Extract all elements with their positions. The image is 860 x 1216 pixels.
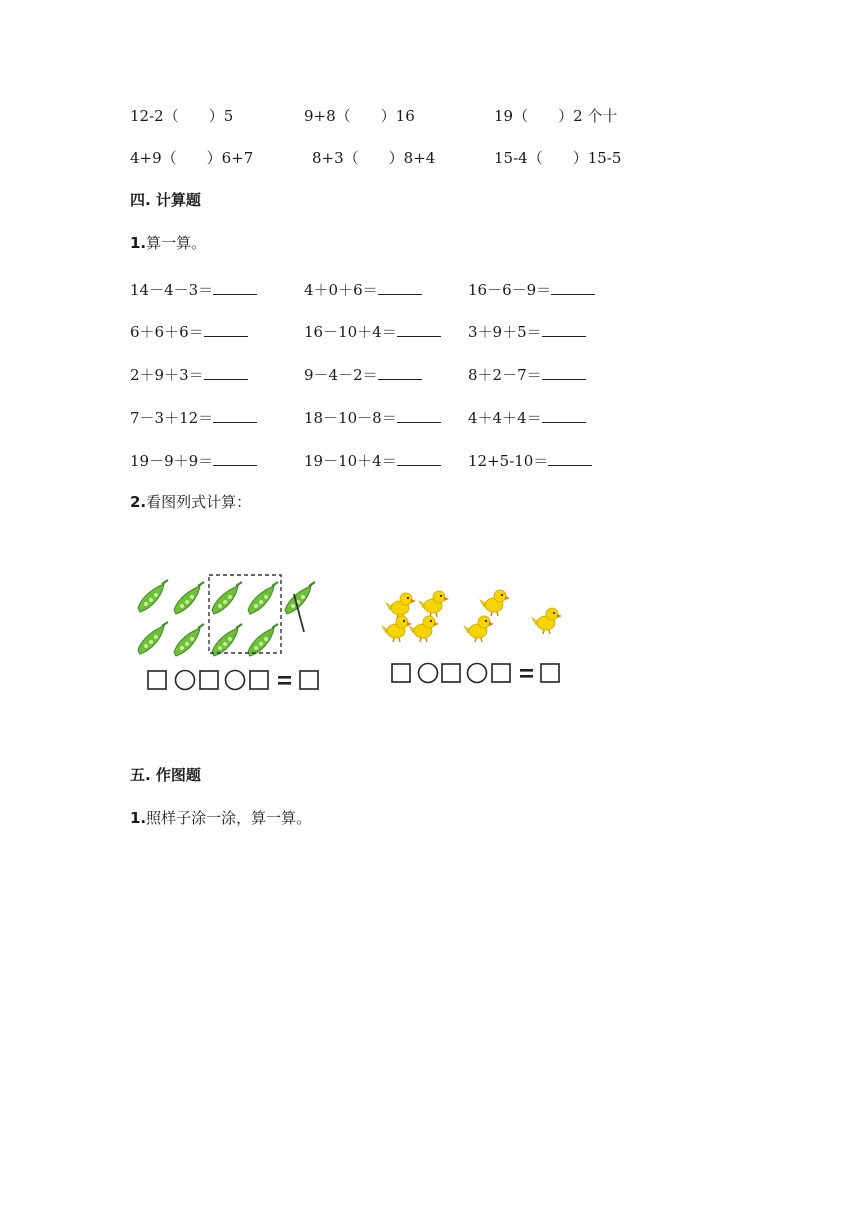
answer-blank[interactable] [204,363,248,380]
equals-sign [520,669,533,678]
operator-circle[interactable] [176,671,195,690]
question-number: 2. [130,493,147,511]
pea-pod [248,624,278,656]
exercise-1-3: 16－6－9＝ [468,278,595,300]
pea-pods-picture [128,568,328,698]
question-text: 看图列式计算： [146,493,252,511]
chick [419,591,449,617]
answer-box[interactable] [541,664,559,682]
chick [409,616,439,642]
pea-pod [138,622,168,654]
question-text: 照样子涂一涂，算一算。 [146,809,312,827]
chick [382,616,412,642]
chick [386,593,416,619]
answer-box[interactable] [250,671,268,689]
answer-blank[interactable] [551,278,595,295]
answer-blank[interactable] [542,406,586,423]
question-number: 1. [130,234,147,252]
answer-box[interactable] [148,671,166,689]
pea-pod [248,582,278,614]
question-text: 算一算。 [146,234,207,252]
compare-2-3: 15-4（ ）15-5 [494,149,622,167]
exercise-1-2: 4＋0＋6＝ [304,278,422,300]
section-heading-calc: 四. 计算题 [130,191,201,209]
answer-blank[interactable] [378,278,422,295]
chick [464,616,494,642]
section-heading-drawing: 五. 作图题 [130,766,201,784]
answer-blank[interactable] [213,406,257,423]
answer-blank[interactable] [397,320,441,337]
chick [480,590,510,616]
answer-blank[interactable] [397,406,441,423]
exercise-2-2: 16－10＋4＝ [304,320,441,342]
answer-box[interactable] [300,671,318,689]
question-2-title [130,492,251,512]
answer-blank[interactable] [542,320,586,337]
pea-pod [174,624,204,656]
operator-circle[interactable] [419,664,438,683]
pea-pod [174,582,204,614]
compare-2-1: 4+9（ ）6+7 [130,149,254,167]
exercise-4-2: 18－10－8＝ [304,406,441,428]
answer-box[interactable] [200,671,218,689]
compare-2-2: 8+3（ ）8+4 [312,149,436,167]
pea-pod [212,624,242,656]
answer-box[interactable] [392,664,410,682]
answer-box[interactable] [492,664,510,682]
compare-1-2: 9+8（ ）16 [304,107,415,125]
operator-circle[interactable] [226,671,245,690]
exercise-5-2: 19－10＋4＝ [304,449,441,471]
pea-pod [285,582,315,614]
answer-blank[interactable] [542,363,586,380]
exercise-1-1: 14－4－3＝ [130,278,257,300]
question-number: 1. [130,809,147,827]
pea-pod [138,580,168,612]
answer-blank[interactable] [213,278,257,295]
operator-circle[interactable] [468,664,487,683]
exercise-3-2: 9－4－2＝ [304,363,422,385]
answer-blank[interactable] [204,320,248,337]
exercise-2-1: 6＋6＋6＝ [130,320,248,342]
chicks-picture [378,582,578,692]
exercise-2-3: 3＋9＋5＝ [468,320,586,342]
equals-sign [278,676,291,685]
exercise-4-1: 7－3＋12＝ [130,406,257,428]
answer-blank[interactable] [213,449,257,466]
answer-blank[interactable] [548,449,592,466]
exercise-3-1: 2＋9＋3＝ [130,363,248,385]
question-1-title [130,233,206,253]
answer-box[interactable] [442,664,460,682]
answer-blank[interactable] [397,449,441,466]
question-1-title-drawing [130,808,311,828]
exercise-5-1: 19－9＋9＝ [130,449,257,471]
compare-1-3: 19（ ）2 个十 [494,107,618,125]
compare-1-1: 12-2（ ）5 [130,107,234,125]
exercise-3-3: 8＋2－7＝ [468,363,586,385]
chick [532,608,562,634]
exercise-5-3: 12+5-10＝ [468,449,592,471]
exercise-4-3: 4＋4＋4＝ [468,406,586,428]
pea-pod [212,582,242,614]
answer-blank[interactable] [378,363,422,380]
